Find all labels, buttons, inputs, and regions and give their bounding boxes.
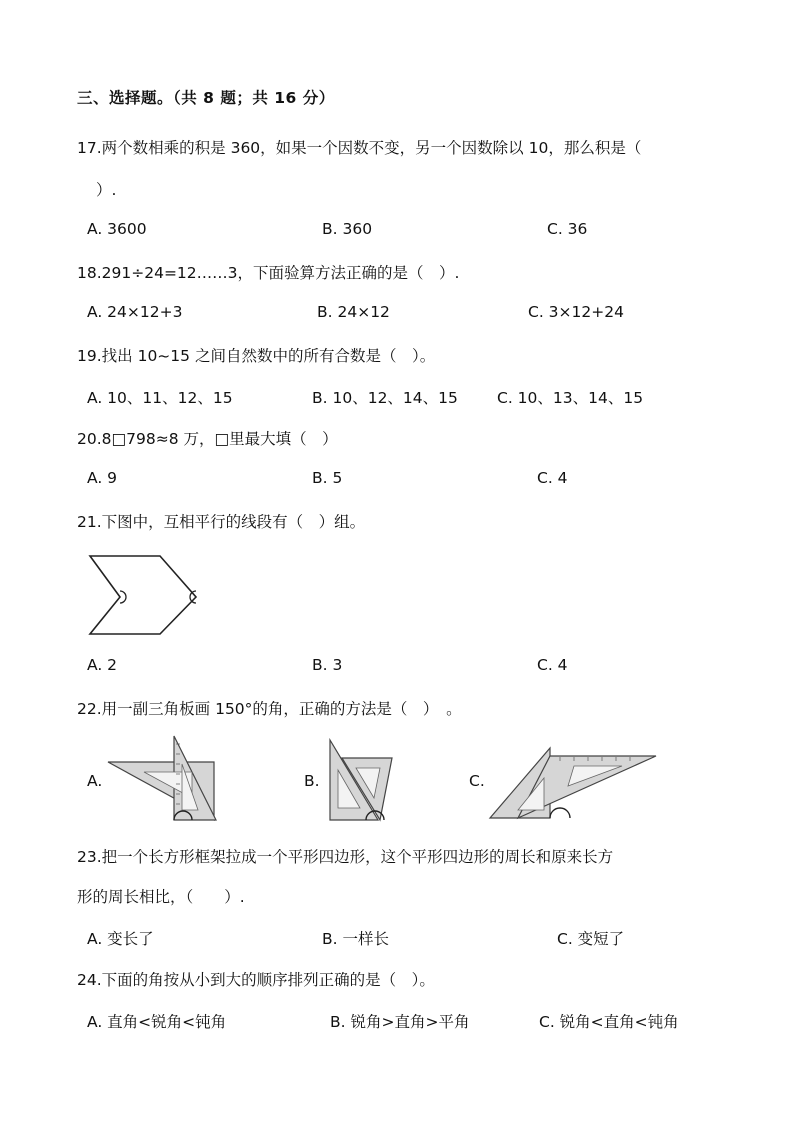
question-20-stem: 20.8□798≈8 万，□里最大填（ ） (77, 430, 338, 448)
q21-option-b[interactable]: B. 3 (312, 656, 343, 674)
q19-option-b[interactable]: B. 10、12、14、15 (312, 389, 458, 407)
q20-option-b[interactable]: B. 5 (312, 469, 343, 487)
q20-option-c[interactable]: C. 4 (537, 469, 568, 487)
question-22-stem: 22.用一副三角板画 150°的角，正确的方法是（ ） 。 (77, 700, 462, 718)
q22-option-b[interactable]: B. (304, 772, 320, 790)
section-title: 三、选择题。（共 8 题；共 16 分） (77, 89, 335, 107)
chevron-shape-figure (86, 554, 202, 636)
question-24-stem: 24.下面的角按从小到大的顺序排列正确的是（ ）。 (77, 971, 435, 989)
q21-option-a[interactable]: A. 2 (87, 656, 118, 674)
q17-option-c[interactable]: C. 36 (547, 220, 588, 238)
q21-option-c[interactable]: C. 4 (537, 656, 568, 674)
q22-option-a[interactable]: A. (87, 772, 103, 790)
q23-option-b[interactable]: B. 一样长 (322, 930, 389, 948)
q17-option-a[interactable]: A. 3600 (87, 220, 147, 238)
set-square-figure-a (104, 734, 228, 824)
question-21-stem: 21.下图中，互相平行的线段有（ ）组。 (77, 513, 366, 531)
q22-option-c[interactable]: C. (469, 772, 485, 790)
q20-option-a[interactable]: A. 9 (87, 469, 118, 487)
question-17-stem: 17.两个数相乘的积是 360，如果一个因数不变，另一个因数除以 10，那么积是（ (77, 139, 642, 157)
q24-option-b[interactable]: B. 锐角>直角>平角 (330, 1013, 470, 1031)
q19-option-a[interactable]: A. 10、11、12、15 (87, 389, 233, 407)
q17-option-b[interactable]: B. 360 (322, 220, 373, 238)
q18-option-c[interactable]: C. 3×12+24 (528, 303, 624, 321)
question-18-stem: 18.291÷24=12……3，下面验算方法正确的是（ ）. (77, 264, 460, 282)
question-19-stem: 19.找出 10~15 之间自然数中的所有合数是（ ）。 (77, 347, 436, 365)
q24-option-c[interactable]: C. 锐角<直角<钝角 (539, 1013, 679, 1031)
question-17-stem-cont: ）. (96, 181, 117, 199)
q18-option-a[interactable]: A. 24×12+3 (87, 303, 183, 321)
question-23-stem-cont: 形的周长相比，（ ）. (77, 888, 245, 906)
set-square-figure-c (488, 742, 660, 822)
q23-option-c[interactable]: C. 变短了 (557, 930, 625, 948)
question-23-stem: 23.把一个长方形框架拉成一个平形四边形，这个平形四边形的周长和原来长方 (77, 848, 614, 866)
q23-option-a[interactable]: A. 变长了 (87, 930, 154, 948)
q19-option-c[interactable]: C. 10、13、14、15 (497, 389, 644, 407)
q24-option-a[interactable]: A. 直角<锐角<钝角 (87, 1013, 227, 1031)
q18-option-b[interactable]: B. 24×12 (317, 303, 390, 321)
set-square-figure-b (322, 736, 398, 824)
